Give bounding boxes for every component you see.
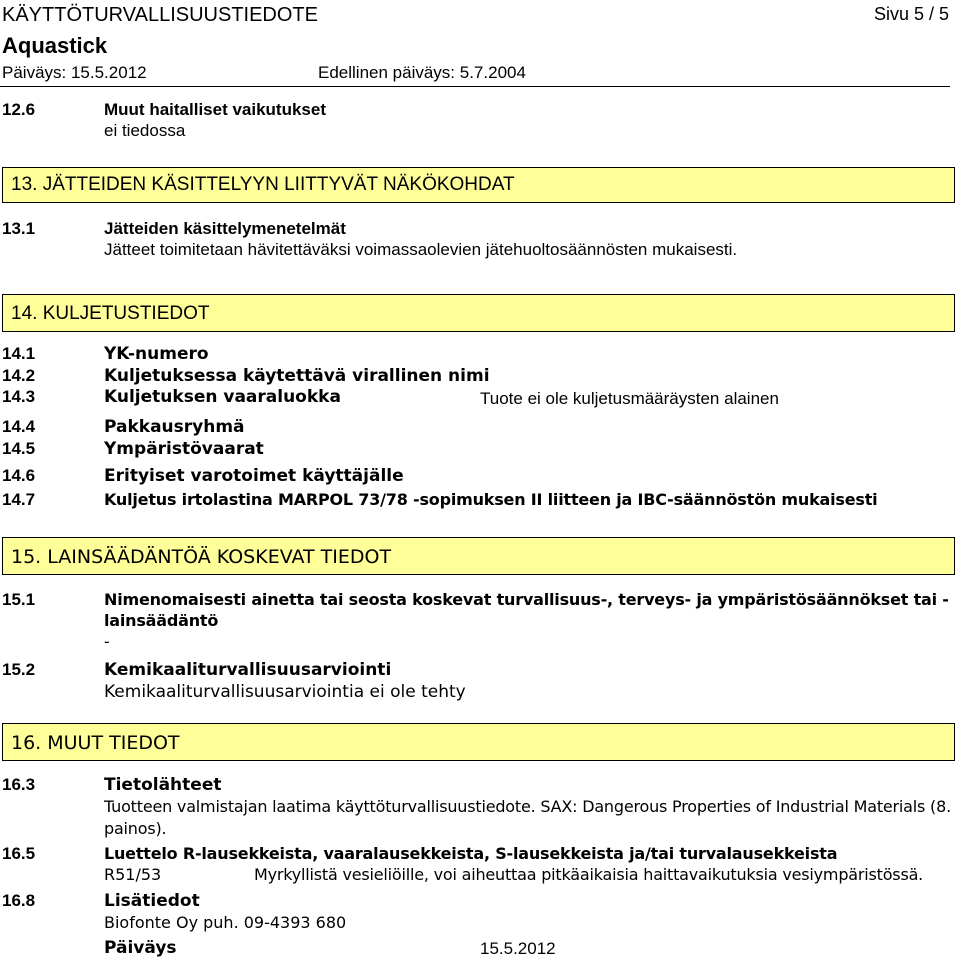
section-text-continued: painos). <box>104 819 167 838</box>
page-number: Sivu 5 / 5 <box>874 4 950 24</box>
section-title: Erityiset varotoimet käyttäjälle <box>104 466 404 486</box>
section-heading: 16. MUUT TIEDOT <box>11 732 180 754</box>
section-text: Tuotteen valmistajan laatima käyttöturvallisuustiedote. SAX: Dangerous Properties of Industrial Materials (8. <box>104 797 951 816</box>
section-text: Jätteet toimitetaan hävitettäväksi voimassaolevien jätehuoltosäännösten mukaisesti. <box>104 240 738 259</box>
section-number: 16.3 <box>2 775 36 794</box>
section-number: 14.3 <box>2 387 36 406</box>
section-number: 15.1 <box>2 590 36 609</box>
previous-date: Edellinen päiväys: 5.7.2004 <box>318 63 526 82</box>
document-title: KÄYTTÖTURVALLISUUSTIEDOTE <box>2 4 318 26</box>
section-title: Ympäristövaarat <box>104 439 264 459</box>
section-number: 14.2 <box>2 366 36 385</box>
section-number: 15.2 <box>2 660 36 679</box>
section-number: 12.6 <box>2 100 36 119</box>
section-number: 14.5 <box>2 439 36 458</box>
section-text: - <box>104 632 110 651</box>
section-number: 16.5 <box>2 844 36 863</box>
transport-note: Tuote ei ole kuljetusmääräysten alainen <box>480 389 779 408</box>
section-number: 14.7 <box>2 490 36 509</box>
section-number: 14.1 <box>2 344 36 363</box>
section-number: 16.8 <box>2 891 36 910</box>
section-text: ei tiedossa <box>104 121 186 140</box>
section-title: Jätteiden käsittelymenetelmät <box>104 219 346 238</box>
section-16-heading-band <box>2 723 955 761</box>
section-title: Lisätiedot <box>104 891 200 911</box>
section-number: 13.1 <box>2 219 36 238</box>
product-name: Aquastick <box>2 33 108 58</box>
section-15-heading-band <box>2 537 955 575</box>
section-title: Kemikaaliturvallisuusarviointi <box>104 660 392 680</box>
section-heading: 14. KULJETUSTIEDOT <box>11 303 210 324</box>
section-title-continued: lainsäädäntö <box>104 611 219 630</box>
section-13-heading-band <box>2 167 955 203</box>
section-14-heading-band <box>2 294 955 332</box>
date-title: Päiväys <box>104 938 177 958</box>
section-title: Kuljetuksen vaaraluokka <box>104 387 341 407</box>
section-title: Tietolähteet <box>104 775 222 795</box>
header-divider <box>0 86 950 87</box>
section-text: Kemikaaliturvallisuusarviointia ei ole tehty <box>104 682 466 702</box>
section-title: Nimenomaisesti ainetta tai seosta koskevat turvallisuus-, terveys- ja ympäristösäännökset tai - <box>104 590 949 609</box>
section-number: 14.4 <box>2 417 36 436</box>
section-title: Kuljetus irtolastina MARPOL 73/78 -sopimuksen II liitteen ja IBC-säännöstön mukaisesti <box>104 490 878 509</box>
issue-date: Päiväys: 15.5.2012 <box>2 63 147 82</box>
section-heading: 13. JÄTTEIDEN KÄSITTELYYN LIITTYVÄT NÄKÖKOHDAT <box>11 174 515 195</box>
section-title: YK-numero <box>104 344 209 364</box>
contact-text: Biofonte Oy puh. 09-4393 680 <box>104 913 347 932</box>
section-heading: 15. LAINSÄÄDÄNTÖÄ KOSKEVAT TIEDOT <box>11 546 392 568</box>
date-value: 15.5.2012 <box>480 939 556 958</box>
section-title: Luettelo R-lausekkeista, vaaralausekkeista, S-lausekkeista ja/tai turvalausekkeista <box>104 844 838 863</box>
section-number: 14.6 <box>2 466 36 485</box>
phrase-description: Myrkyllistä vesieliöille, voi aiheuttaa pitkäaikaisia haittavaikutuksia vesiympäristössä. <box>254 865 924 884</box>
phrase-code: R51/53 <box>104 865 162 884</box>
section-title: Pakkausryhmä <box>104 417 245 437</box>
section-title: Muut haitalliset vaikutukset <box>104 100 326 119</box>
section-title: Kuljetuksessa käytettävä virallinen nimi <box>104 366 490 386</box>
